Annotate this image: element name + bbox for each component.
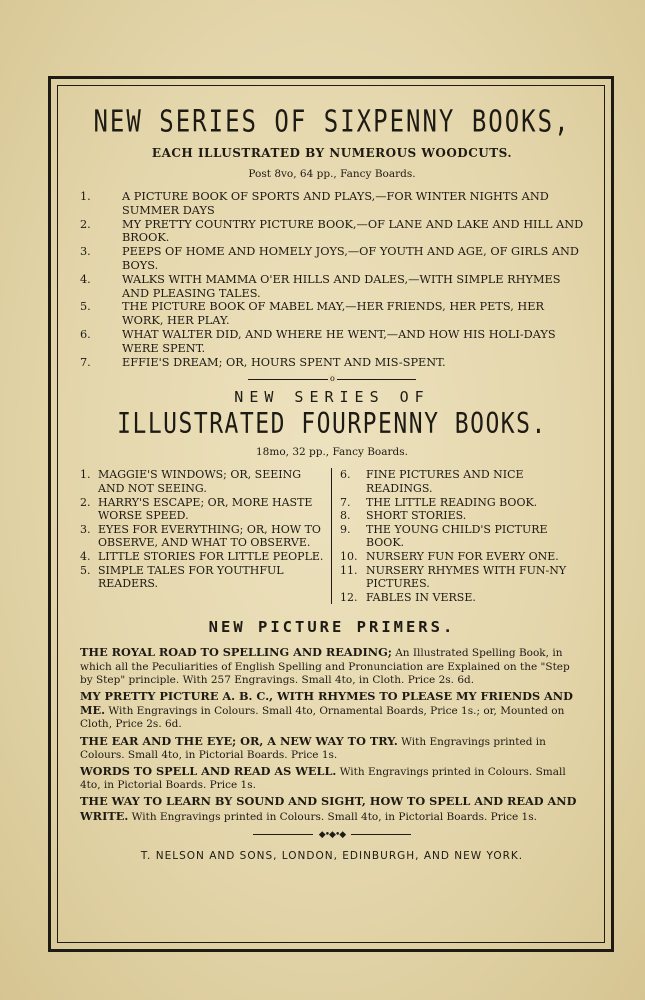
sixpenny-subtitle: EACH ILLUSTRATED BY NUMEROUS WOODCUTS. xyxy=(151,146,513,160)
item-title: EYES FOR EVERYTHING; OR, HOW TO OBSERVE, AND WHAT TO OBSERVE. xyxy=(98,522,321,550)
primer-description: With Engravings printed in Colours. Small 4to, in Pictorial Boards. Price 1s. xyxy=(128,810,537,823)
item-number: 1. xyxy=(80,190,91,203)
primer-entry xyxy=(80,646,584,687)
primers-title: NEW PICTURE PRIMERS. xyxy=(208,618,456,637)
fourpenny-right-column xyxy=(332,468,584,604)
item-number: 6. xyxy=(340,468,351,482)
item-title: PEEPS OF HOME AND HOMELY JOYS,—OF YOUTH AND AGE, OF GIRLS AND BOYS. xyxy=(122,245,579,272)
item-title: NURSERY RHYMES WITH FUN-NY PICTURES. xyxy=(366,563,567,591)
ornament-divider: ◆•◆•◆ xyxy=(80,830,584,840)
item-title: MY PRETTY COUNTRY PICTURE BOOK,—OF LANE AND LAKE AND HILL AND BROOK. xyxy=(122,217,584,245)
primer-entry xyxy=(80,735,584,762)
item-number: 5. xyxy=(80,563,91,577)
list-item xyxy=(80,523,325,550)
primer-title: THE ROYAL ROAD TO SPELLING AND READING; xyxy=(80,645,392,660)
primers-list xyxy=(80,646,584,823)
primer-entry xyxy=(80,765,584,792)
list-item xyxy=(80,273,584,301)
fourpenny-columns xyxy=(80,468,584,604)
primer-title: THE WAY TO LEARN BY SOUND AND SIGHT, HOW TO SPELL AND READ AND WRITE. xyxy=(80,794,577,823)
item-number: 2. xyxy=(80,217,91,231)
list-item xyxy=(80,190,584,218)
primer-description: With Engravings in Colours. Small 4to, Ornamental Boards, Price 1s.; or, Mounted on Cloth, Price 2s. 6d. xyxy=(80,705,565,731)
fourpenny-left-column xyxy=(80,468,332,604)
item-number: 9. xyxy=(340,522,351,536)
item-number: 6. xyxy=(80,327,91,341)
list-item xyxy=(80,245,584,273)
list-item xyxy=(80,300,584,328)
item-title: FINE PICTURES AND NICE READINGS. xyxy=(366,468,524,495)
primer-description: With Engravings printed in Colours. Small 4to, in Pictorial Boards. Price 1s. xyxy=(80,735,546,761)
list-item xyxy=(80,496,325,523)
item-number: 1. xyxy=(80,468,91,482)
divider: o xyxy=(248,379,416,380)
sixpenny-title: NEW SERIES OF SIXPENNY BOOKS, xyxy=(93,104,571,139)
item-title: A PICTURE BOOK OF SPORTS AND PLAYS,—FOR WINTER NIGHTS AND SUMMER DAYS xyxy=(122,190,549,217)
list-item xyxy=(80,468,325,495)
item-number: 7. xyxy=(80,355,91,369)
list-item xyxy=(340,496,584,510)
item-title: THE LITTLE READING BOOK. xyxy=(366,495,538,509)
item-number: 11. xyxy=(340,563,358,577)
item-number: 3. xyxy=(80,245,91,259)
primer-entry xyxy=(80,690,584,732)
list-item xyxy=(340,509,584,523)
list-item xyxy=(80,218,584,246)
item-number: 7. xyxy=(340,495,351,509)
item-title: EFFIE'S DREAM; OR, HOURS SPENT AND MIS-SPENT. xyxy=(122,355,446,369)
item-number: 8. xyxy=(340,509,351,523)
list-item xyxy=(80,356,584,370)
primer-description: With Engravings printed in Colours. Small 4to, in Pictorial Boards. Price 1s. xyxy=(80,765,566,792)
fourpenny-format: 18mo, 32 pp., Fancy Boards. xyxy=(256,446,408,459)
primer-title: WORDS TO SPELL AND READ AS WELL. xyxy=(80,763,337,778)
item-number: 2. xyxy=(80,495,91,509)
catalogue-content xyxy=(80,100,584,862)
item-title: SHORT STORIES. xyxy=(366,509,467,523)
publisher-imprint: T. NELSON AND SONS, LONDON, EDINBURGH, AND NEW YORK. xyxy=(140,849,524,862)
list-item xyxy=(340,523,584,550)
item-title: MAGGIE'S WINDOWS; OR, SEEING AND NOT SEEING. xyxy=(98,468,302,495)
item-title: FABLES IN VERSE. xyxy=(366,590,476,604)
item-title: NURSERY FUN FOR EVERY ONE. xyxy=(366,549,559,563)
item-number: 3. xyxy=(80,522,91,536)
primer-title: MY PRETTY PICTURE A. B. C., WITH RHYMES TO PLEASE MY FRIENDS AND ME. xyxy=(80,688,573,718)
fourpenny-title: ILLUSTRATED FOURPENNY BOOKS. xyxy=(117,408,547,441)
item-title: HARRY'S ESCAPE; OR, MORE HASTE WORSE SPEED. xyxy=(98,495,313,523)
item-title: THE YOUNG CHILD'S PICTURE BOOK. xyxy=(366,522,548,550)
primer-description: An Illustrated Spelling Book, in which all the Peculiarities of English Spelling and Pronunciation are Explained on the "Step by Step" principle. With 257 Engravings. Small 4to, in Cloth. Price 2s. 6d. xyxy=(80,647,570,686)
sixpenny-list xyxy=(80,190,584,369)
primer-entry xyxy=(80,795,584,823)
item-number: 12. xyxy=(340,590,358,604)
item-title: WHAT WALTER DID, AND WHERE HE WENT,—AND HOW HIS HOLI-DAYS WERE SPENT. xyxy=(122,327,556,355)
item-number: 10. xyxy=(340,549,358,563)
item-number: 4. xyxy=(80,272,91,286)
item-title: WALKS WITH MAMMA O'ER HILLS AND DALES,—WITH SIMPLE RHYMES AND PLEASING TALES. xyxy=(122,272,561,300)
item-title: SIMPLE TALES FOR YOUTHFUL READERS. xyxy=(98,563,284,591)
item-title: LITTLE STORIES FOR LITTLE PEOPLE. xyxy=(98,549,324,563)
list-item xyxy=(80,550,325,564)
list-item xyxy=(80,564,325,591)
item-title: THE PICTURE BOOK OF MABEL MAY,—HER FRIENDS, HER PETS, HER WORK, HER PLAY. xyxy=(122,300,545,328)
sixpenny-format: Post 8vo, 64 pp., Fancy Boards. xyxy=(248,168,416,180)
list-item xyxy=(340,468,584,495)
primer-title: THE EAR AND THE EYE; OR, A NEW WAY TO TRY. xyxy=(80,733,398,748)
item-number: 4. xyxy=(80,549,91,563)
fourpenny-title-top: NEW SERIES OF xyxy=(234,388,430,407)
list-item xyxy=(340,550,584,564)
list-item xyxy=(80,328,584,356)
list-item xyxy=(340,591,584,605)
item-number: 5. xyxy=(80,300,91,314)
list-item xyxy=(340,564,584,591)
